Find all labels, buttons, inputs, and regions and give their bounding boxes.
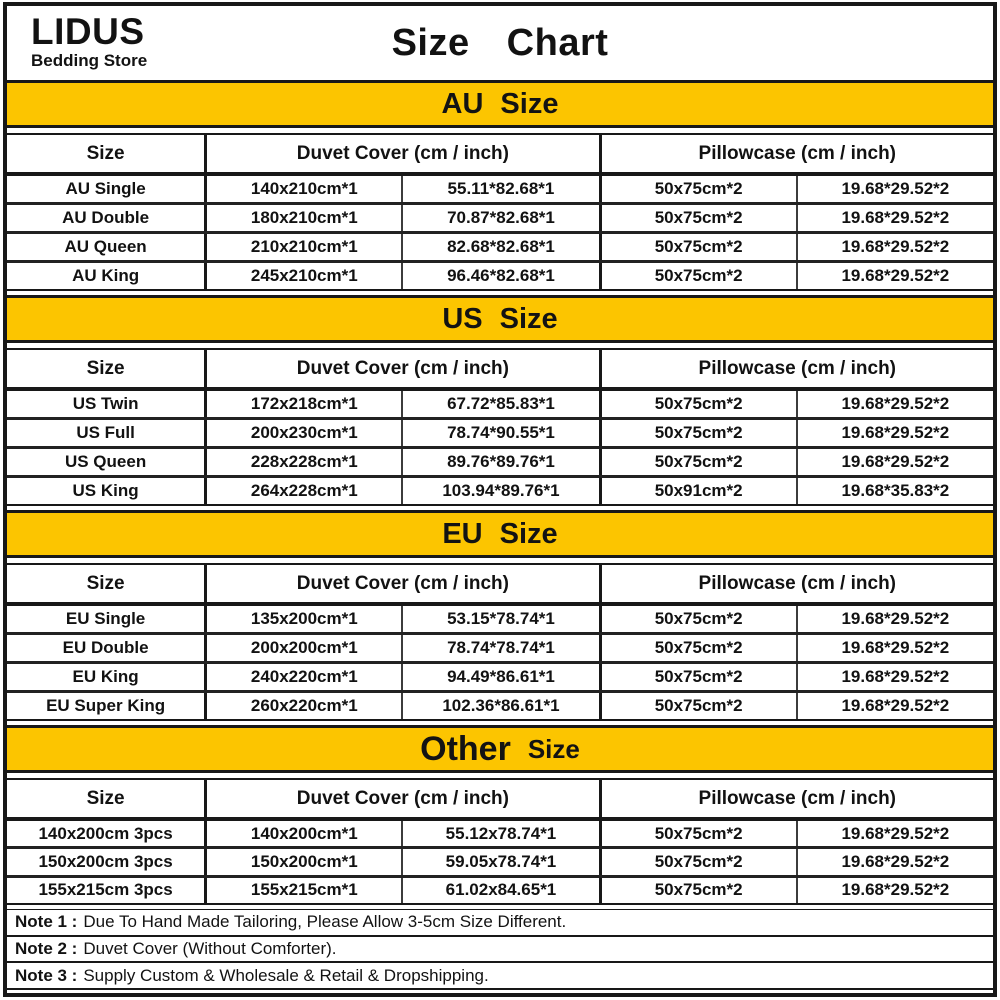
- header: [7, 6, 993, 80]
- note-text: Due To Hand Made Tailoring, Please Allow 3-5cm Size Different.: [83, 912, 567, 932]
- column-header-pillow: Pillowcase (cm / inch): [599, 780, 993, 817]
- column-header-duvet: Duvet Cover (cm / inch): [204, 135, 598, 172]
- table-body: [7, 176, 993, 289]
- row-pillow-cm: 50x75cm*2: [599, 693, 796, 719]
- row-pillow-inch: 19.68*35.83*2: [796, 478, 993, 504]
- row-size: 155x215cm 3pcs: [38, 880, 173, 900]
- table-row: [7, 205, 993, 234]
- row-pillow-inch: 19.68*29.52*2: [796, 205, 993, 231]
- row-size: EU Single: [65, 609, 146, 628]
- row-size: AU Double: [62, 208, 150, 227]
- row-pillow-cm: 50x75cm*2: [599, 234, 796, 260]
- row-duvet-inch: 78.74*78.74*1: [401, 635, 598, 661]
- note-text: Supply Custom & Wholesale & Retail & Dropshipping.: [83, 965, 489, 985]
- column-header-duvet: Duvet Cover (cm / inch): [204, 780, 598, 817]
- row-duvet-inch: 103.94*89.76*1: [401, 478, 598, 504]
- row-pillow-cm: 50x75cm*2: [599, 391, 796, 417]
- note-row: [7, 910, 993, 937]
- row-duvet-cm: 140x210cm*1: [204, 176, 401, 202]
- section-banner-name: EU: [442, 517, 483, 550]
- row-pillow-cm: 50x75cm*2: [599, 664, 796, 690]
- section-banner: [7, 80, 993, 128]
- table-row: [7, 606, 993, 635]
- row-pillow-inch: 19.68*29.52*2: [796, 664, 993, 690]
- table-row: [7, 420, 993, 449]
- table-row: [7, 449, 993, 478]
- row-duvet-inch: 82.68*82.68*1: [401, 234, 598, 260]
- row-size: EU Super King: [46, 696, 166, 715]
- notes-section: [7, 909, 993, 990]
- row-pillow-inch: 19.68*29.52*2: [796, 420, 993, 446]
- row-duvet-inch: 67.72*85.83*1: [401, 391, 598, 417]
- note-label: Note 3 :: [15, 965, 78, 985]
- table-body: [7, 821, 993, 903]
- row-pillow-inch: 19.68*29.52*2: [796, 234, 993, 260]
- table-body: [7, 606, 993, 719]
- row-pillow-cm: 50x75cm*2: [599, 449, 796, 475]
- table-body: [7, 391, 993, 504]
- row-duvet-cm: 210x210cm*1: [204, 234, 401, 260]
- table-row: [7, 176, 993, 205]
- size-section: [7, 725, 993, 905]
- note-label: Note 1 :: [15, 912, 78, 932]
- row-duvet-cm: 260x220cm*1: [204, 693, 401, 719]
- row-size: US King: [72, 481, 139, 500]
- size-section: [7, 80, 993, 291]
- row-size: EU Double: [62, 638, 149, 657]
- row-duvet-inch: 96.46*82.68*1: [401, 263, 598, 289]
- row-duvet-cm: 135x200cm*1: [204, 606, 401, 632]
- row-size: AU Single: [65, 179, 146, 198]
- row-pillow-inch: 19.68*29.52*2: [796, 693, 993, 719]
- row-size: AU Queen: [64, 237, 147, 256]
- table-row: [7, 821, 993, 849]
- table-row: [7, 234, 993, 263]
- section-banner: [7, 725, 993, 773]
- section-banner: [7, 510, 993, 558]
- table-header-row: [7, 565, 993, 606]
- row-duvet-cm: 228x228cm*1: [204, 449, 401, 475]
- table-row: [7, 693, 993, 719]
- row-duvet-cm: 150x200cm*1: [204, 849, 401, 874]
- row-duvet-cm: 200x230cm*1: [204, 420, 401, 446]
- note-row: [7, 937, 993, 964]
- column-header-size: Size: [86, 787, 125, 809]
- row-duvet-inch: 102.36*86.61*1: [401, 693, 598, 719]
- column-header-pillow: Pillowcase (cm / inch): [599, 135, 993, 172]
- brand-tagline: Bedding Store: [31, 51, 148, 70]
- row-size: EU King: [72, 667, 139, 686]
- column-header-size: Size: [86, 142, 125, 164]
- row-pillow-cm: 50x75cm*2: [599, 420, 796, 446]
- row-duvet-inch: 53.15*78.74*1: [401, 606, 598, 632]
- column-header-size: Size: [86, 572, 125, 594]
- section-banner-suffix: Size: [499, 302, 558, 335]
- row-duvet-inch: 61.02x84.65*1: [401, 878, 598, 903]
- row-pillow-inch: 19.68*29.52*2: [796, 176, 993, 202]
- table-row: [7, 635, 993, 664]
- row-pillow-inch: 19.68*29.52*2: [796, 635, 993, 661]
- row-pillow-cm: 50x75cm*2: [599, 878, 796, 903]
- row-pillow-cm: 50x75cm*2: [599, 821, 796, 846]
- table-row: [7, 664, 993, 693]
- row-duvet-inch: 70.87*82.68*1: [401, 205, 598, 231]
- row-pillow-cm: 50x75cm*2: [599, 635, 796, 661]
- row-size: AU King: [72, 266, 140, 285]
- row-duvet-cm: 172x218cm*1: [204, 391, 401, 417]
- section-banner-suffix: Size: [527, 733, 580, 764]
- row-duvet-cm: 240x220cm*1: [204, 664, 401, 690]
- size-section: [7, 295, 993, 506]
- row-pillow-inch: 19.68*29.52*2: [796, 821, 993, 846]
- section-banner-suffix: Size: [499, 517, 558, 550]
- brand-name: LIDUS: [31, 11, 145, 52]
- table-row: [7, 849, 993, 877]
- section-banner-name: AU: [441, 87, 484, 120]
- column-header-pillow: Pillowcase (cm / inch): [599, 350, 993, 387]
- row-pillow-inch: 19.68*29.52*2: [796, 391, 993, 417]
- row-duvet-inch: 59.05x78.74*1: [401, 849, 598, 874]
- row-duvet-inch: 89.76*89.76*1: [401, 449, 598, 475]
- sections-container: [7, 80, 993, 909]
- row-size: US Twin: [72, 394, 139, 413]
- row-pillow-inch: 19.68*29.52*2: [796, 878, 993, 903]
- size-table: [7, 778, 993, 905]
- size-table: [7, 563, 993, 721]
- row-pillow-cm: 50x75cm*2: [599, 606, 796, 632]
- row-duvet-cm: 155x215cm*1: [204, 878, 401, 903]
- section-banner: [7, 295, 993, 343]
- row-duvet-inch: 55.11*82.68*1: [401, 176, 598, 202]
- row-pillow-inch: 19.68*29.52*2: [796, 263, 993, 289]
- row-pillow-cm: 50x75cm*2: [599, 176, 796, 202]
- row-size: 140x200cm 3pcs: [38, 823, 173, 843]
- row-pillow-cm: 50x75cm*2: [599, 205, 796, 231]
- size-table: [7, 133, 993, 291]
- row-pillow-cm: 50x75cm*2: [599, 263, 796, 289]
- row-pillow-inch: 19.68*29.52*2: [796, 849, 993, 874]
- table-header-row: [7, 350, 993, 391]
- table-row: [7, 478, 993, 504]
- column-header-size: Size: [86, 357, 125, 379]
- size-table: [7, 348, 993, 506]
- row-pillow-cm: 50x75cm*2: [599, 849, 796, 874]
- row-duvet-inch: 55.12x78.74*1: [401, 821, 598, 846]
- row-duvet-cm: 264x228cm*1: [204, 478, 401, 504]
- section-banner-name: Other: [420, 729, 511, 768]
- size-section: [7, 510, 993, 721]
- row-pillow-inch: 19.68*29.52*2: [796, 606, 993, 632]
- note-text: Duvet Cover (Without Comforter).: [83, 939, 337, 958]
- row-duvet-inch: 78.74*90.55*1: [401, 420, 598, 446]
- row-size: US Full: [76, 423, 135, 442]
- column-header-duvet: Duvet Cover (cm / inch): [204, 350, 598, 387]
- section-banner-suffix: Size: [500, 87, 559, 120]
- table-row: [7, 263, 993, 289]
- row-pillow-inch: 19.68*29.52*2: [796, 449, 993, 475]
- note-row: [7, 963, 993, 990]
- note-label: Note 2 :: [15, 939, 78, 958]
- row-duvet-inch: 94.49*86.61*1: [401, 664, 598, 690]
- row-pillow-cm: 50x91cm*2: [599, 478, 796, 504]
- row-size: 150x200cm 3pcs: [38, 851, 173, 871]
- table-row: [7, 878, 993, 903]
- row-duvet-cm: 200x200cm*1: [204, 635, 401, 661]
- row-duvet-cm: 140x200cm*1: [204, 821, 401, 846]
- table-header-row: [7, 135, 993, 176]
- row-duvet-cm: 180x210cm*1: [204, 205, 401, 231]
- row-duvet-cm: 245x210cm*1: [204, 263, 401, 289]
- row-size: US Queen: [64, 452, 147, 471]
- table-row: [7, 391, 993, 420]
- page-title: Size Chart: [391, 22, 609, 64]
- column-header-duvet: Duvet Cover (cm / inch): [204, 565, 598, 602]
- size-chart-sheet: [3, 2, 997, 997]
- table-header-row: [7, 780, 993, 821]
- column-header-pillow: Pillowcase (cm / inch): [599, 565, 993, 602]
- section-banner-name: US: [442, 302, 483, 335]
